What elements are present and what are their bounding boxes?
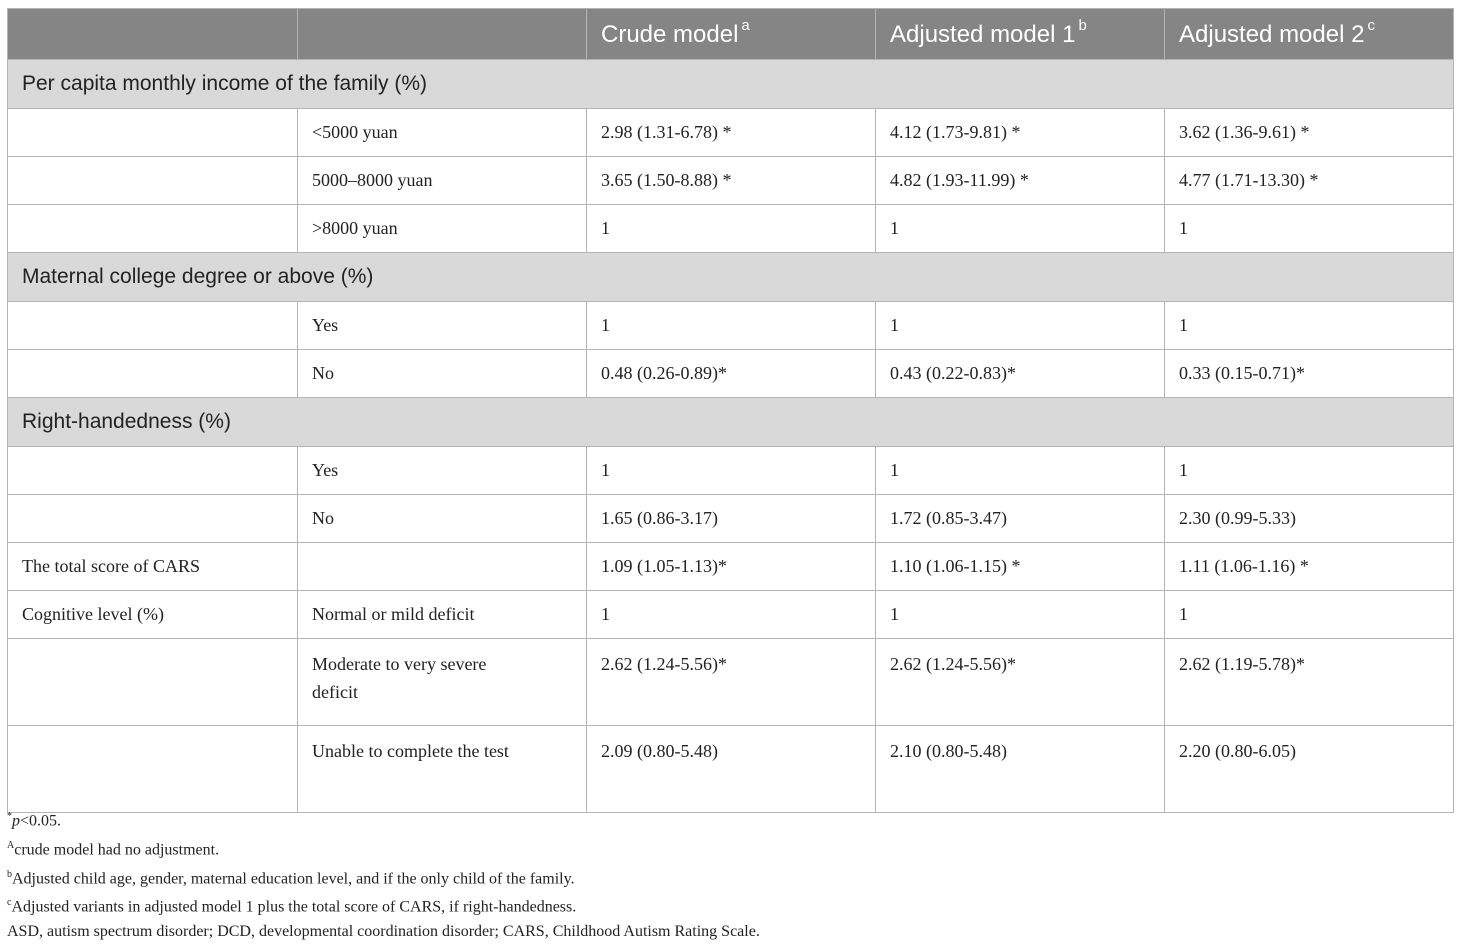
header-adjusted-model-1: Adjusted model 1 $^b$ bbox=[876, 9, 1165, 60]
cell-adjusted-2: 4.77 (1.71-13.30) * bbox=[1165, 157, 1454, 205]
cell-adjusted-2: 1 bbox=[1165, 205, 1454, 253]
row-label: Yes bbox=[298, 302, 587, 350]
row-label: Moderate to very severe deficit bbox=[298, 639, 587, 726]
footnote-marker-b: b bbox=[1078, 16, 1087, 34]
table-row bbox=[8, 726, 1454, 813]
cell-crude: 0.48 (0.26-0.89)* bbox=[587, 350, 876, 398]
row-label: Normal or mild deficit bbox=[298, 591, 587, 639]
row-group-name: The total score of CARS bbox=[8, 543, 298, 591]
cell-adjusted-2: 1.11 (1.06-1.16) * bbox=[1165, 543, 1454, 591]
cell-adjusted-1: 4.82 (1.93-11.99) * bbox=[876, 157, 1165, 205]
row-group-cell bbox=[8, 447, 298, 495]
header-crude-model: Crude model $^a$ bbox=[587, 9, 876, 60]
footnote-significance: *p<0.05. bbox=[7, 811, 62, 830]
row-label: <5000 yuan bbox=[298, 109, 587, 157]
cell-adjusted-1: 1 bbox=[876, 302, 1165, 350]
cell-crude: 1 bbox=[587, 302, 876, 350]
row-group-cell bbox=[8, 350, 298, 398]
section-row-income bbox=[8, 60, 1454, 109]
cell-adjusted-1: 2.10 (0.80-5.48) bbox=[876, 726, 1165, 813]
cell-crude: 1.09 (1.05-1.13)* bbox=[587, 543, 876, 591]
cell-adjusted-2: 2.62 (1.19-5.78)* bbox=[1165, 639, 1454, 726]
section-row-maternal-education bbox=[8, 253, 1454, 302]
cell-adjusted-1: 2.62 (1.24-5.56)* bbox=[876, 639, 1165, 726]
cell-adjusted-1: 1.10 (1.06-1.15) * bbox=[876, 543, 1165, 591]
header-blank-2 bbox=[298, 9, 587, 60]
row-label bbox=[298, 543, 587, 591]
row-group-cell bbox=[8, 109, 298, 157]
footnote-c: $^c$Adjusted variants in adjusted model 1 plus the total score of CARS, if right-handedness. bbox=[7, 897, 577, 916]
row-group-cell bbox=[8, 157, 298, 205]
cell-crude: 2.98 (1.31-6.78) * bbox=[587, 109, 876, 157]
table-row bbox=[8, 495, 1454, 543]
table-header-row bbox=[8, 9, 1454, 60]
row-label: No bbox=[298, 495, 587, 543]
cell-adjusted-1: 1 bbox=[876, 205, 1165, 253]
footnote-marker-a: a bbox=[741, 16, 750, 34]
row-group-cell bbox=[8, 495, 298, 543]
row-group-cell bbox=[8, 302, 298, 350]
section-title: Right-handedness (%) bbox=[8, 398, 1454, 447]
row-label: No bbox=[298, 350, 587, 398]
table-row bbox=[8, 302, 1454, 350]
cell-adjusted-2: 1 bbox=[1165, 447, 1454, 495]
row-group-cell bbox=[8, 639, 298, 726]
cell-adjusted-1: 4.12 (1.73-9.81) * bbox=[876, 109, 1165, 157]
row-label: Unable to complete the test bbox=[298, 726, 587, 813]
cell-adjusted-2: 1 bbox=[1165, 591, 1454, 639]
table-row-cars bbox=[8, 543, 1454, 591]
header-blank-1 bbox=[8, 9, 298, 60]
cell-crude: 2.09 (0.80-5.48) bbox=[587, 726, 876, 813]
footnote-a: $^A$crude model had no adjustment. bbox=[7, 839, 220, 859]
row-group-name: Cognitive level (%) bbox=[8, 591, 298, 639]
table-row bbox=[8, 109, 1454, 157]
table-footnotes bbox=[7, 805, 760, 945]
cell-adjusted-2: 2.30 (0.99-5.33) bbox=[1165, 495, 1454, 543]
cell-adjusted-2: 2.20 (0.80-6.05) bbox=[1165, 726, 1454, 813]
section-title: Per capita monthly income of the family (%) bbox=[8, 60, 1454, 109]
odds-ratio-table bbox=[7, 8, 1454, 813]
cell-adjusted-1: 1 bbox=[876, 447, 1165, 495]
section-row-right-handedness bbox=[8, 398, 1454, 447]
cell-crude: 1 bbox=[587, 591, 876, 639]
cell-crude: 1 bbox=[587, 447, 876, 495]
cell-adjusted-1: 0.43 (0.22-0.83)* bbox=[876, 350, 1165, 398]
footnote-marker-c: c bbox=[1367, 16, 1375, 34]
cell-adjusted-2: 0.33 (0.15-0.71)* bbox=[1165, 350, 1454, 398]
table-row bbox=[8, 350, 1454, 398]
row-group-cell bbox=[8, 205, 298, 253]
row-label: Yes bbox=[298, 447, 587, 495]
cell-adjusted-1: 1.72 (0.85-3.47) bbox=[876, 495, 1165, 543]
cell-crude: 1.65 (0.86-3.17) bbox=[587, 495, 876, 543]
table-row-cognitive bbox=[8, 591, 1454, 639]
cell-crude: 1 bbox=[587, 205, 876, 253]
table-row bbox=[8, 157, 1454, 205]
cell-adjusted-1: 1 bbox=[876, 591, 1165, 639]
table-row bbox=[8, 205, 1454, 253]
row-label: 5000–8000 yuan bbox=[298, 157, 587, 205]
section-title: Maternal college degree or above (%) bbox=[8, 253, 1454, 302]
header-adjusted-model-2: Adjusted model 2 $^c$ bbox=[1165, 9, 1454, 60]
cell-crude: 3.65 (1.50-8.88) * bbox=[587, 157, 876, 205]
footnote-abbreviations: ASD, autism spectrum disorder; DCD, developmental coordination disorder; CARS, Childhood Autism Rating Scale. bbox=[7, 923, 760, 941]
row-group-cell bbox=[8, 726, 298, 813]
cell-crude: 2.62 (1.24-5.56)* bbox=[587, 639, 876, 726]
cell-adjusted-2: 1 bbox=[1165, 302, 1454, 350]
footnote-b: $^b$Adjusted child age, gender, maternal education level, and if the only child of the family. bbox=[7, 868, 575, 887]
table-row bbox=[8, 639, 1454, 726]
cell-adjusted-2: 3.62 (1.36-9.61) * bbox=[1165, 109, 1454, 157]
row-label: >8000 yuan bbox=[298, 205, 587, 253]
table-row bbox=[8, 447, 1454, 495]
